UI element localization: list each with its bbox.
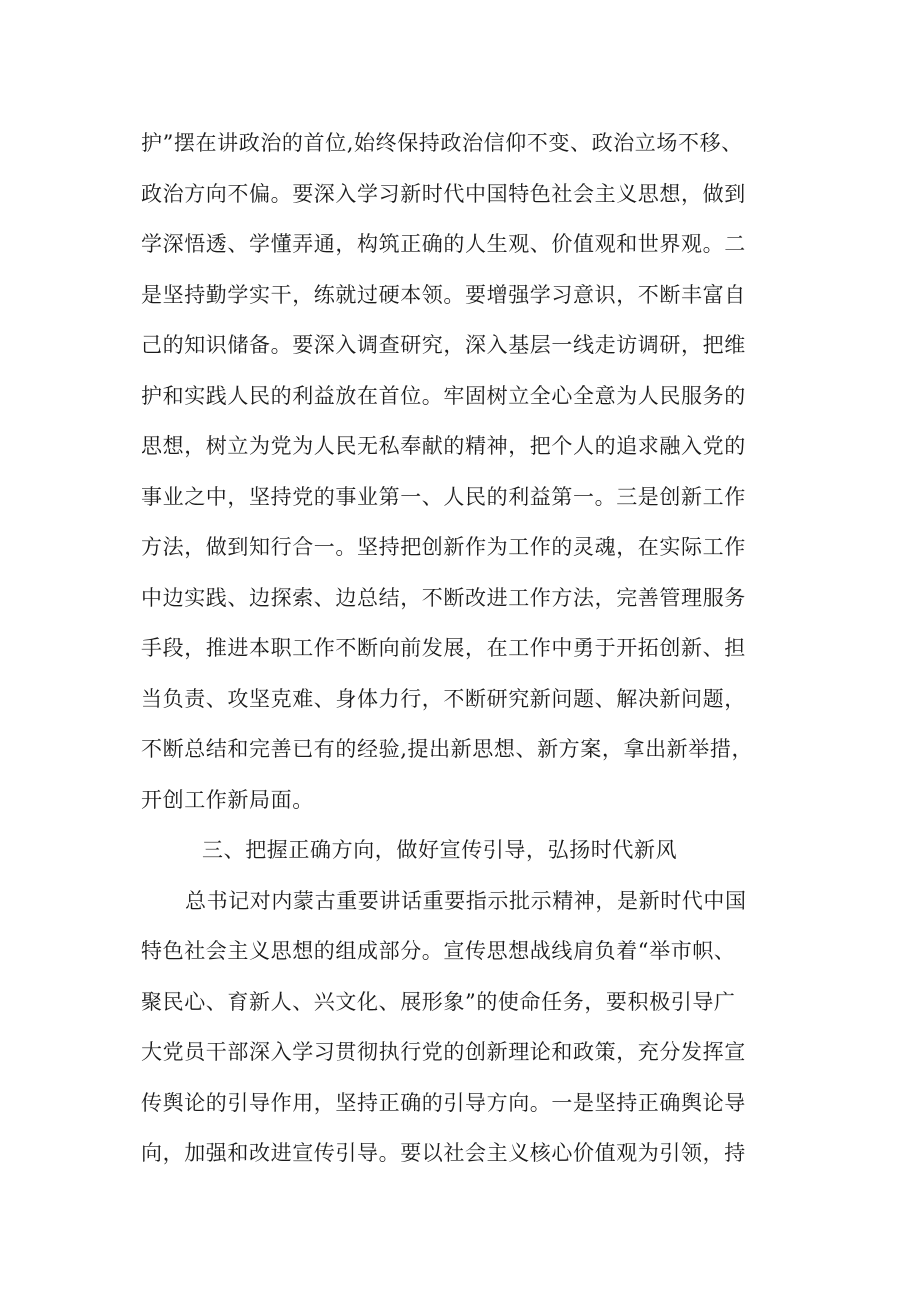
paragraph-line: 己的知识储备。要深入调查研究，深入基层一线走访调研，把维 [141, 333, 746, 357]
paragraph-line: 传舆论的引导作用，坚持正确的引导方向。一是坚持正确舆论导 [141, 1090, 746, 1115]
paragraph-line: 护”摆在讲政治的首位,始终保持政治信仰不变、政治立场不移、 [141, 131, 743, 155]
paragraph-line: 政治方向不偏。要深入学习新时代中国特色社会主义思想，做到 [141, 181, 746, 206]
paragraph-line: 护和实践人民的利益放在首位。牢固树立全心全意为人民服务的 [141, 383, 746, 408]
paragraph-line: 是坚持勤学实干，练就过硬本领。要增强学习意识，不断丰富自 [141, 282, 746, 307]
paragraph-line: 手段，推进本职工作不断向前发展，在工作中勇于开拓创新、担 [141, 636, 746, 660]
paragraph-line: 事业之中，坚持党的事业第一、人民的利益第一。三是创新工作 [141, 484, 746, 509]
paragraph-line: 特色社会主义思想的组成部分。宣传思想战线肩负着“举市帜、 [141, 939, 736, 963]
paragraph-line: 方法，做到知行合一。坚持把创新作为工作的灵魂，在实际工作 [141, 535, 746, 559]
paragraph-line: 当负责、攻坚克难、身体力行，不断研究新问题、解决新问题， [141, 686, 746, 711]
paragraph-line: 不断总结和完善已有的经验,提出新思想、新方案，拿出新举措， [141, 737, 754, 761]
paragraph [141, 876, 801, 1179]
section-heading [141, 825, 801, 876]
paragraph-line: 聚民心、育新人、兴文化、展形象”的使命任务，要积极引导广 [141, 989, 736, 1014]
document-body [141, 118, 801, 1179]
paragraph-line: 开创工作新局面。 [141, 787, 314, 812]
section-heading-text: 三、把握正确方向，做好宣传引导，弘扬时代新风 [202, 838, 678, 862]
paragraph-line: 向，加强和改进宣传引导。要以社会主义核心价值观为引领，持 [141, 1141, 746, 1165]
paragraph-line: 学深悟透、学懂弄通，构筑正确的人生观、价值观和世界观。二 [141, 232, 746, 256]
paragraph-line: 思想，树立为党为人民无私奉献的精神，把个人的追求融入党的 [141, 434, 746, 458]
paragraph-first-line: 总书记对内蒙古重要讲话重要指示批示精神，是新时代中国 [185, 888, 747, 913]
paragraph-line: 中边实践、边探索、边总结，不断改进工作方法，完善管理服务 [141, 585, 746, 610]
paragraph-continued [141, 118, 801, 825]
paragraph-line: 大党员干部深入学习贯彻执行党的创新理论和政策，充分发挥宣 [141, 1040, 746, 1064]
